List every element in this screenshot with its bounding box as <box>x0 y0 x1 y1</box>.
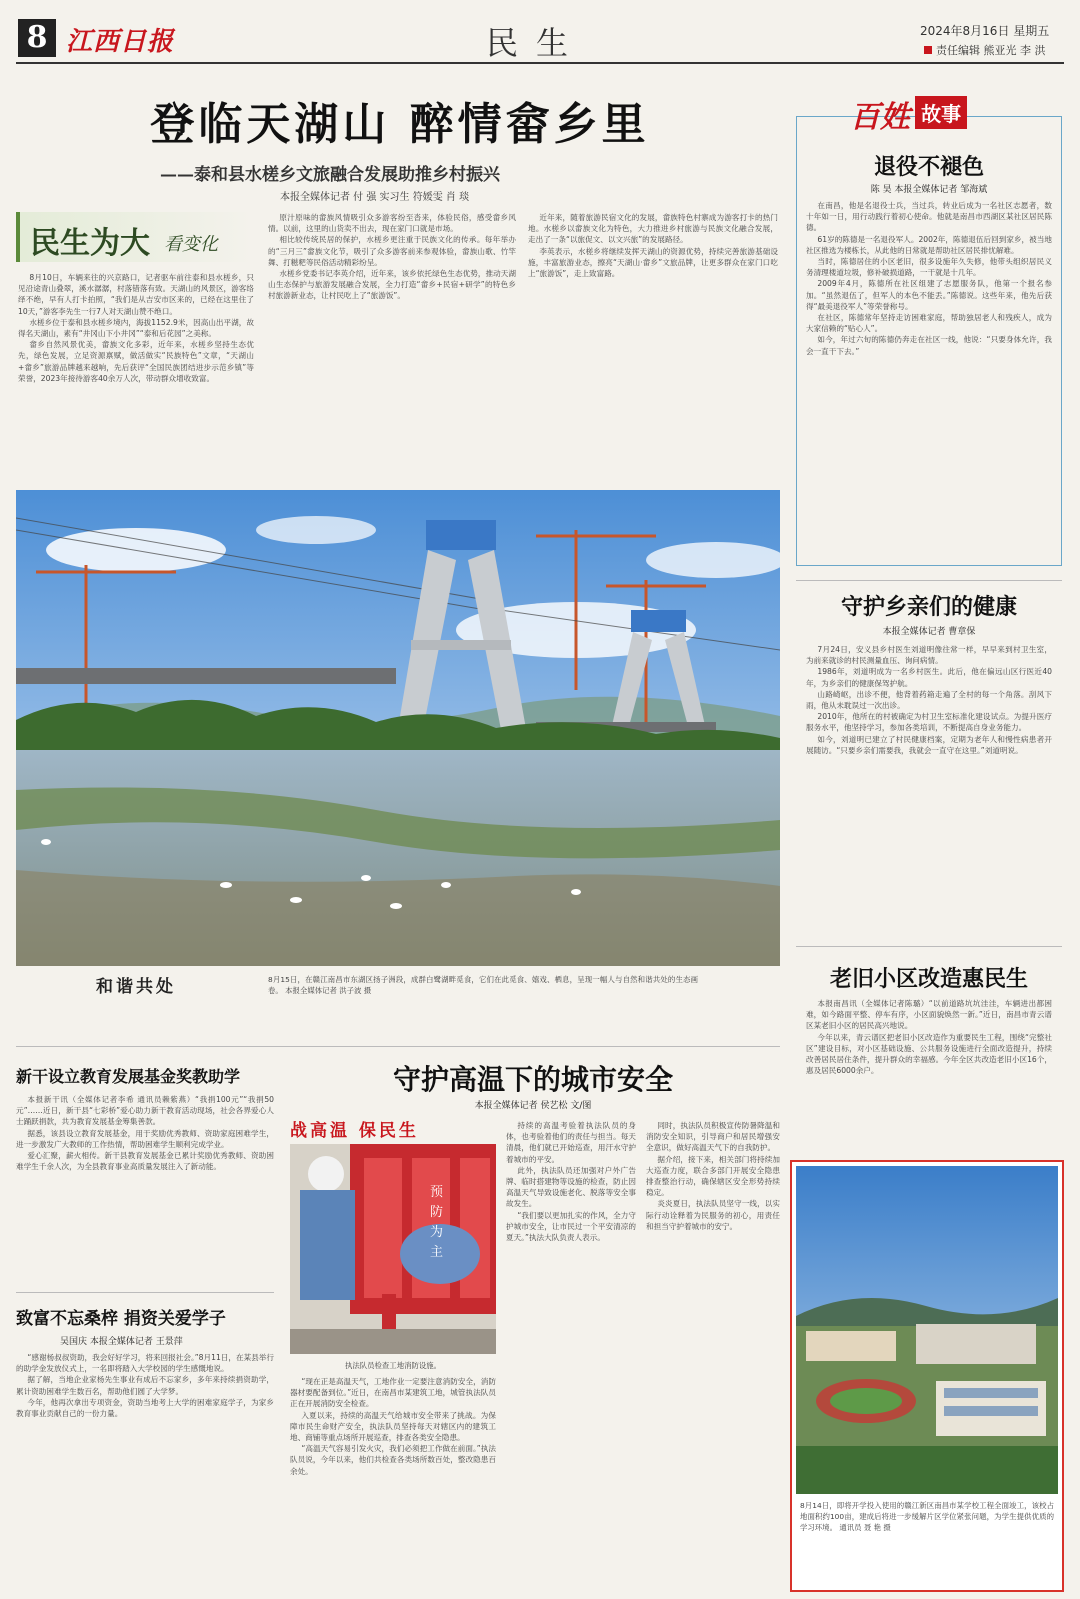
school-photo-caption <box>800 1500 1054 1588</box>
school-photo <box>796 1166 1058 1494</box>
story1-paragraph: 当时，陈德居住的小区老旧，很多设施年久失修，他带头组织居民义务清理楼道垃圾，修补破损道路，一干就是十几年。 <box>806 257 1052 278</box>
fire-cabinet-label: 主 <box>430 1245 444 1260</box>
school-caption-text: 8月14日，即将开学投入使用的赣江新区南昌市某学校工程全面竣工，该校占地面积约100亩，建成后将进一步缓解片区学位紧张问题，为学生提供优质的学习环境。 <box>800 1501 1054 1533</box>
story1-paragraph: 在社区，陈德常年坚持走访困难家庭，帮助独居老人和残疾人，成为大家信赖的“贴心人”。 <box>806 313 1052 334</box>
editor-line <box>924 42 1046 58</box>
story1-paragraph: 如今，年过六旬的陈德仍奔走在社区一线，他说：“只要身体允许，我会一直干下去。” <box>806 335 1052 356</box>
story6-paragraph: 据介绍，接下来，相关部门将持续加大巡查力度，联合多部门开展安全隐患排查整治行动，确保辖区安全形势持续稳定。 <box>646 1154 780 1198</box>
photo-credit: 本报全媒体记者 洪子波 摄 <box>285 986 372 995</box>
story1-body <box>806 200 1052 562</box>
story6-title: 守护高温下的城市安全 <box>392 1063 673 1096</box>
story4-body <box>16 1094 274 1290</box>
fire-cabinet-label: 防 <box>430 1205 444 1220</box>
story4-paragraph: 据悉，该县设立教育发展基金，用于奖励优秀教师、资助家庭困难学生，进一步激发广大教师的工作热情，帮助困难学生顺利完成学业。 <box>16 1128 274 1149</box>
story6-paragraph: 同时，执法队员积极宣传防暑降温和消防安全知识，引导商户和居民增强安全意识，做好高温天气下的自我防护。 <box>646 1121 780 1153</box>
story5-paragraph: 据了解，当地企业家杨先生事业有成后不忘家乡，多年来持续捐资助学，累计资助困难学生数百名，帮助他们圆了大学梦。 <box>16 1375 274 1396</box>
lead-title: 登临天湖山 醉情畲乡里 <box>150 99 650 150</box>
story5-byline: 吴国庆 本报全媒体记者 王景萍 <box>60 1337 183 1347</box>
story2-paragraph: 山路崎岖，出诊不便，他背着药箱走遍了全村的每一个角落。刮风下雨，他从未耽误过一次出诊。 <box>806 689 1052 711</box>
issue-date: 2024年8月16日 星期五 <box>920 24 1050 38</box>
lead-subtitle: ——泰和县水槎乡文旅融合发展助推乡村振兴 <box>160 165 500 185</box>
story2-body <box>806 644 1052 930</box>
bridge-photo-art <box>16 490 780 966</box>
story5-paragraph: 今年，他再次拿出专项资金，资助当地考上大学的困难家庭学子，为家乡教育事业贡献自己的一份力量。 <box>16 1397 274 1419</box>
fire-cabinet-label: 为 <box>430 1225 444 1240</box>
story1-kicker-box: 故事 <box>915 96 967 129</box>
lead-byline: 本报全媒体记者 付 强 实习生 符媛雯 肖 琰 <box>280 192 470 203</box>
lead-paragraph: 水槎乡位于泰和县水槎乡境内，海拔1152.9米，因高山出平湖，故得名天湖山，素有“井冈山下小井冈”“泰和后花园”之美称。 <box>18 317 254 339</box>
lead-paragraph: 近年来，随着旅游民宿文化的发展，畲族特色村寨成为游客打卡的热门地。水槎乡以畲族文化为特色，大力推进乡村旅游与民族文化融合发展，走出了一条“以旅促文、以文兴旅”的发展路径。 <box>528 213 778 245</box>
firefighting-photo-art <box>290 1144 496 1354</box>
story3-paragraph: 本报南昌讯（全媒体记者陈璐）“以前道路坑坑洼洼，车辆进出都困难，如今路面平整、停车有序，小区面貌焕然一新。”近日，南昌市青云谱区某老旧小区的居民高兴地说。 <box>806 999 1052 1031</box>
fire-cabinet-label: 预 <box>430 1185 444 1200</box>
school-caption-credit: 通讯员 聂 艳 摄 <box>839 1523 891 1533</box>
section-title: 民生 <box>486 24 587 62</box>
story6-paragraph: 炎炎夏日，执法队员坚守一线，以实际行动诠释着为民服务的初心，用责任和担当守护着城市的安宁。 <box>646 1199 780 1231</box>
story2-byline: 本报全媒体记者 曹章保 <box>882 627 976 637</box>
editor-label: 责任编辑 <box>936 44 980 57</box>
story6-paragraph: “我们要以更加扎实的作风，全力守护城市安全，让市民过一个平安清凉的夏天。”执法大队负责人表示。 <box>506 1210 636 1243</box>
photo-label: 和谐共处 <box>96 977 176 997</box>
story3-body <box>806 998 1052 1148</box>
editor-marker-icon <box>924 46 932 54</box>
story1-kicker-main: 百姓 <box>850 100 910 135</box>
story5-body <box>16 1352 274 1592</box>
photo-caption <box>268 974 698 996</box>
story6-paragraph: “现在正是高温天气，工地作业一定要注意消防安全，消防器材要配备到位。”近日，在南昌市某建筑工地，城管执法队员正在开展消防安全检查。 <box>290 1377 496 1409</box>
story1-kicker <box>850 92 967 136</box>
story4-paragraph: 本报新干讯（全媒体记者李希 通讯员赖紫燕）“我捐100元”“我捐50元”……近日，新干县“七彩桥”爱心助力新干教育活动现场，社会各界爱心人士踊跃捐款，共为教育发展基金筹集善款。 <box>16 1095 274 1127</box>
story1-title: 退役不褪色 <box>873 154 984 180</box>
story1-paragraph: 2009年4月，陈德所在社区组建了志愿服务队，他第一个报名参加。“虽然退伍了，但军人的本色不能丢。”陈德说。这些年来，他先后获得“最美退役军人”等荣誉称号。 <box>806 279 1052 311</box>
story2-paragraph: 如今，刘道明已建立了村民健康档案，定期为老年人和慢性病患者开展随访。“只要乡亲们需要我，我就会一直守在这里。”刘道明说。 <box>806 734 1052 755</box>
story3-rule <box>796 946 1062 947</box>
paper-logo: 江西日报 <box>66 27 175 57</box>
story2-paragraph: 7月24日，安义县乡村医生刘道明像往常一样，早早来到村卫生室，为前来就诊的村民测量血压、询问病情。 <box>806 645 1052 666</box>
story4-paragraph: 爱心汇聚，薪火相传。新干县教育发展基金已累计奖励优秀教师、资助困难学生千余人次，为全县教育事业高质量发展注入了新动能。 <box>16 1151 274 1172</box>
lead-kicker-main: 民生为大 <box>30 226 150 261</box>
story6-paragraph: 持续的高温考验着执法队员的身体，也考验着他们的责任与担当。每天清晨，他们就已开始巡查，用汗水守护着城市的平安。 <box>506 1121 636 1164</box>
story6-paragraph: “高温天气容易引发火灾，我们必须把工作做在前面。”执法队员说，今年以来，他们共检查各类场所数百处，整改隐患百余处。 <box>290 1444 496 1476</box>
lead-paragraph: 8月10日，车辆来往的兴京路口，记者驱车前往泰和县水槎乡，只见沿途青山叠翠，溪水潺潺，村落错落有致。天湖山的风景区，游客络绎不绝，早有人打卡拍照，“我们是从吉安市区来的，已经在这里住了10天，”游客李先生一行7人对天湖山赞不绝口。 <box>18 273 254 316</box>
masthead-rule <box>16 62 1064 64</box>
lead-column-2 <box>268 212 516 464</box>
lead-kicker-sub: 看变化 <box>164 234 218 255</box>
story6-paragraph: 入夏以来，持续的高温天气给城市安全带来了挑战。为保障市民生命财产安全，执法队员坚持每天对辖区内的建筑工地、商铺等重点场所开展巡查，排查各类安全隐患。 <box>290 1410 496 1443</box>
firefighting-photo <box>290 1144 496 1354</box>
story2-rule <box>796 580 1062 581</box>
story6-kicker: 战高温 保民生 <box>290 1121 419 1141</box>
bridge-photo <box>16 490 780 966</box>
story4-title: 新干设立教育发展基金奖教助学 <box>16 1067 241 1086</box>
story1-byline: 陈 昊 本报全媒体记者 邹海斌 <box>870 185 988 195</box>
lead-paragraph: 原汁原味的畲族风情吸引众多游客纷至沓来，体验民俗，感受畲乡风情。以前，这里的山货卖不出去，现在家门口就是市场。 <box>268 213 516 234</box>
lead-paragraph: 李英表示，水槎乡将继续发挥天湖山的资源优势，持续完善旅游基础设施，丰富旅游业态，擦亮“天湖山·畲乡”文旅品牌，让更多群众在家门口吃上“旅游饭”，走上致富路。 <box>528 246 778 279</box>
story6-column-1 <box>290 1376 496 1592</box>
lead-paragraph: 相比较传统民居的保护，水槎乡更注重于民族文化的传承。每年举办的“三月三”畲族文化节，吸引了众多游客前来参观体验，畲族山歌、竹竿舞、打糍粑等民俗活动精彩纷呈。 <box>268 235 516 267</box>
school-photo-art <box>796 1166 1058 1494</box>
story6-column-3 <box>646 1120 780 1592</box>
story6-column-2 <box>506 1120 636 1592</box>
lead-column-1 <box>18 272 254 464</box>
firefighting-photo-caption: 执法队员检查工地消防设施。 <box>344 1361 442 1370</box>
story6-paragraph: 此外，执法队员还加强对户外广告牌、临时搭建物等设施的检查，防止因高温天气导致设施老化、脱落等安全事故发生。 <box>506 1165 636 1209</box>
story2-paragraph: 2010年，他所在的村被确定为村卫生室标准化建设试点。为提升医疗服务水平，他坚持学习，参加各类培训，不断提高自身业务能力。 <box>806 712 1052 733</box>
photo-caption-text: 8月15日，在赣江南昌市东湖区扬子洲段，成群白鹭湖畔觅食，它们在此觅食、嬉戏、栖息，呈现一幅人与自然和谐共处的生态画卷。 <box>268 975 698 995</box>
story3-title: 老旧小区改造惠民生 <box>829 966 1028 992</box>
lead-paragraph: 畲乡自然风景优美，畲族文化多彩，近年来，水槎乡坚持生态优先，绿色发展，立足资源禀赋，做活做实“民族特色”文章，“天湖山+畲乡”旅游品牌越来越响，先后获评“全国民族团结进步示范乡镇”等荣誉，2023年接待游客40余万人次，带动群众增收致富。 <box>18 340 254 383</box>
lead-column-3 <box>528 212 778 464</box>
story5-title: 致富不忘桑梓 捐资关爱学子 <box>16 1309 226 1329</box>
lead-kicker <box>16 212 254 262</box>
story3-paragraph: 今年以来，青云谱区把老旧小区改造作为重要民生工程，围绕“完整社区”建设目标，对小区基础设施、公共服务设施进行全面改造提升，持续改善居民居住条件，提升群众的幸福感。今年全区共改造老旧小区16个，惠及居民6000余户。 <box>806 1032 1052 1076</box>
masthead <box>0 0 1080 66</box>
lower-rule <box>16 1046 780 1047</box>
story1-paragraph: 61岁的陈德是一名退役军人。2002年，陈德退伍后回到家乡，被当地社区推选为楼栋长，从此他的日常就是帮助社区居民排忧解难。 <box>806 234 1052 255</box>
editor-names: 熊亚光 李 洪 <box>983 44 1046 57</box>
page-number-badge: 8 <box>18 19 56 57</box>
story1-paragraph: 在南昌，他是名退役士兵，当过兵，转业后成为一名社区志愿者，数十年如一日，用行动践行着初心使命。他就是南昌市西湖区某社区居民陈德。 <box>806 201 1052 233</box>
story2-title: 守护乡亲们的健康 <box>840 594 1017 620</box>
lead-paragraph: 水槎乡党委书记李英介绍，近年来，该乡依托绿色生态优势，推动天湖山生态保护与旅游发展融合发展，全力打造“畲乡+民宿+研学”的特色乡村旅游新业态，让村民吃上了“旅游饭”。 <box>268 269 516 301</box>
story2-paragraph: 1986年，刘道明成为一名乡村医生。此后，他在偏远山区行医近40年，为乡亲们的健康保驾护航。 <box>806 667 1052 688</box>
story5-paragraph: “感谢杨叔叔资助，我会好好学习，将来回报社会。”8月11日，在某县举行的助学金发放仪式上，一名即将踏入大学校园的学生感慨地说。 <box>16 1353 274 1374</box>
story6-byline: 本报全媒体记者 侯艺松 文/图 <box>474 1101 592 1111</box>
story5-rule <box>16 1292 274 1293</box>
